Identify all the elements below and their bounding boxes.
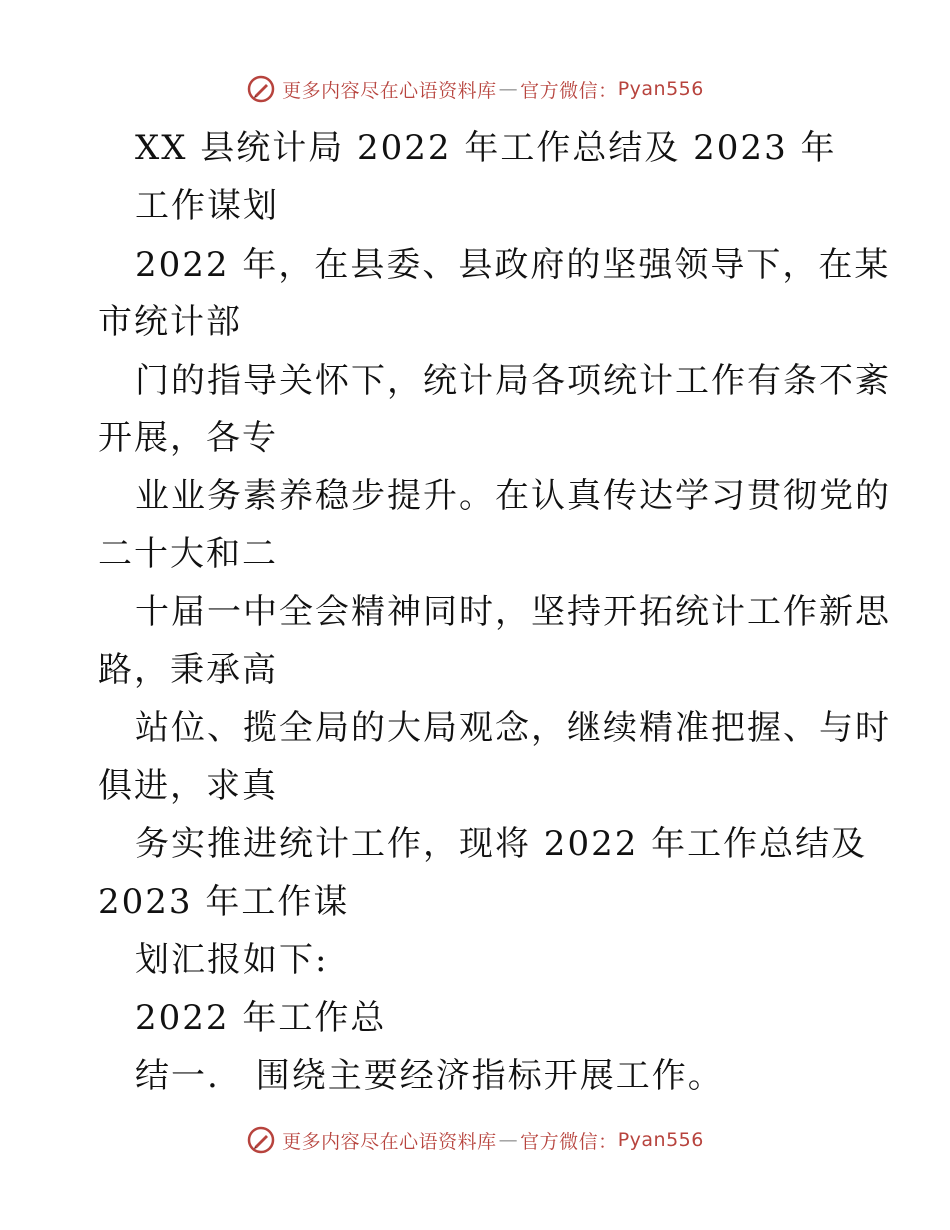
doc-line: 2022 年工作总 (135, 998, 387, 1038)
watermark-account: Pyan556 (617, 1129, 704, 1151)
watermark-dash: — (498, 1129, 519, 1151)
watermark-official: 官方微信： (520, 79, 618, 102)
doc-line: 2023 年工作谋 (98, 882, 350, 922)
doc-line: 俱进，求真 (98, 766, 278, 806)
doc-line: 务实推进统计工作，现将 2022 年工作总结及 (135, 824, 868, 864)
doc-line: 划汇报如下: (135, 940, 329, 980)
doc-line: 工作谋划 (135, 186, 279, 226)
doc-line: 门的指导关怀下，统计局各项统计工作有条不紊 (135, 361, 891, 401)
watermark-account: Pyan556 (617, 78, 704, 100)
doc-line: 2022 年，在县委、县政府的坚强领导下，在某 (135, 245, 891, 285)
doc-line: 开展，各专 (98, 418, 278, 458)
doc-line: XX 县统计局 2022 年工作总结及 2023 年 (135, 128, 837, 168)
doc-line: 站位、揽全局的大局观念，继续精准把握、与时 (135, 708, 891, 748)
pen-logo-icon (246, 74, 276, 104)
header-watermark (0, 72, 950, 106)
watermark-dash: — (498, 78, 519, 100)
doc-line: 二十大和二 (98, 534, 278, 574)
doc-line: 业业务素养稳步提升。在认真传达学习贯彻党的 (135, 476, 891, 516)
pen-logo-icon (246, 1125, 276, 1155)
doc-line: 路，秉承高 (98, 650, 278, 690)
doc-line: 市统计部 (98, 302, 242, 342)
watermark-text: 更多内容尽在心语资料库 (282, 1130, 497, 1153)
doc-line: 十届一中全会精神同时，坚持开拓统计工作新思 (135, 592, 891, 632)
watermark-text: 更多内容尽在心语资料库 (282, 79, 497, 102)
footer-watermark (0, 1123, 950, 1157)
doc-line: 结一. 围绕主要经济指标开展工作。 (135, 1056, 724, 1096)
watermark-official: 官方微信： (520, 1130, 618, 1153)
